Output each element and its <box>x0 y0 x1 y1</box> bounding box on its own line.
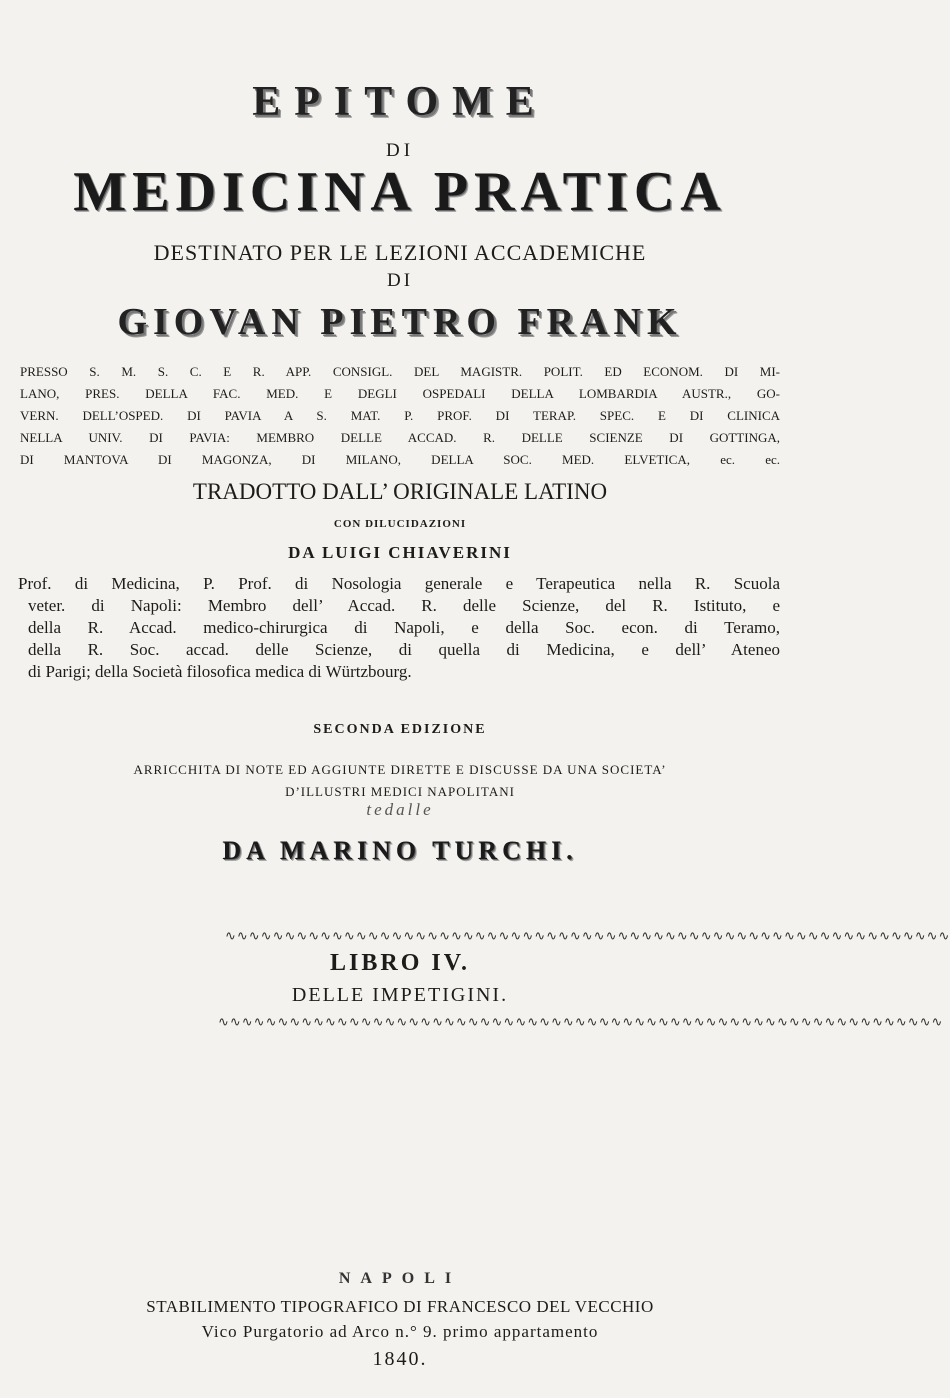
title-epitome: EPITOME <box>252 79 548 125</box>
title-medicina-pratica: MEDICINA PRATICA <box>73 161 727 223</box>
ornamental-rule-bottom: ∿∿∿∿∿∿∿∿∿∿∿∿∿∿∿∿∿∿∿∿∿∿∿∿∿∿∿∿∿∿∿∿∿∿∿∿∿∿∿∿∿∿∿∿∿∿∿∿∿∿∿∿∿∿∿∿∿∿∿∿∿ <box>218 1014 944 1029</box>
publication-year: 1840. <box>372 1348 428 1370</box>
printer-publisher-line: DA MARINO TURCHI. <box>222 836 578 865</box>
translator-titles-5: di Parigi; della Società filosofica medica di Würtzbourg. <box>28 662 412 681</box>
author-titles-2: LANO, PRES. DELLA FAC. MED. E DEGLI OSPEDALI DELLA LOMBARDIA AUSTR., GO- <box>20 386 780 401</box>
book-label: LIBRO IV. <box>330 950 470 976</box>
edition-note-1: ARRICCHITA DI NOTE ED AGGIUNTE DIRETTE E DISCUSSE DA UNA SOCIETA’ <box>133 762 667 777</box>
author-titles-3: VERN. DELL’OSPED. DI PAVIA A S. MAT. P. PROF. DI TERAP. SPEC. E DI CLINICA <box>20 408 780 423</box>
author-titles-4: NELLA UNIV. DI PAVIA: MEMBRO DELLE ACCAD. R. DELLE SCIENZE DI GOTTINGA, <box>20 430 780 445</box>
title-di-2: DI <box>386 270 414 291</box>
handwritten-note: tedalle <box>366 800 434 819</box>
place-name: NAPOLI <box>338 1270 462 1287</box>
imprint-line-1: STABILIMENTO TIPOGRAFICO DI FRANCESCO DEL VECCHIO <box>146 1297 654 1316</box>
with-dilucidazioni: CON DILUCIDAZIONI <box>333 518 467 530</box>
book-subtitle: DELLE IMPETIGINI. <box>291 984 509 1006</box>
translator-titles-4: della R. Soc. accad. delle Scienze, di quella di Medicina, e dell’ Ateneo <box>28 640 780 659</box>
translator-titles-3: della R. Accad. medico-chirurgica di Napoli, e della Soc. econ. di Teramo, <box>28 618 780 637</box>
translated-from: TRADOTTO DALL’ ORIGINALE LATINO <box>192 479 608 504</box>
title-di: DI <box>385 140 415 161</box>
imprint-line-2: Vico Purgatorio ad Arco n.° 9. primo appartamento <box>201 1322 599 1341</box>
edition-label: SECONDA EDIZIONE <box>313 722 487 737</box>
translator-titles-2: veter. di Napoli: Membro dell’ Accad. R. delle Scienze, del R. Istituto, e <box>28 596 780 615</box>
translator-name: DA LUIGI CHIAVERINI <box>288 543 512 562</box>
author-titles-1: PRESSO S. M. S. C. E R. APP. CONSIGL. DEL MAGISTR. POLIT. ED ECONOM. DI MI- <box>20 364 780 379</box>
title-destinato: DESTINATO PER LE LEZIONI ACCADEMICHE <box>153 240 647 265</box>
translator-titles-1: Prof. di Medicina, P. Prof. di Nosologia generale e Terapeutica nella R. Scuola <box>18 574 780 593</box>
author-name: GIOVAN PIETRO FRANK <box>117 301 683 343</box>
author-titles-5: DI MANTOVA DI MAGONZA, DI MILANO, DELLA SOC. MED. ELVETICA, ec. ec. <box>20 452 780 467</box>
edition-note-2: D’ILLUSTRI MEDICI NAPOLITANI <box>285 784 515 799</box>
ornamental-rule-top: ∿∿∿∿∿∿∿∿∿∿∿∿∿∿∿∿∿∿∿∿∿∿∿∿∿∿∿∿∿∿∿∿∿∿∿∿∿∿∿∿∿∿∿∿∿∿∿∿∿∿∿∿∿∿∿∿∿∿∿∿∿ <box>225 928 950 943</box>
